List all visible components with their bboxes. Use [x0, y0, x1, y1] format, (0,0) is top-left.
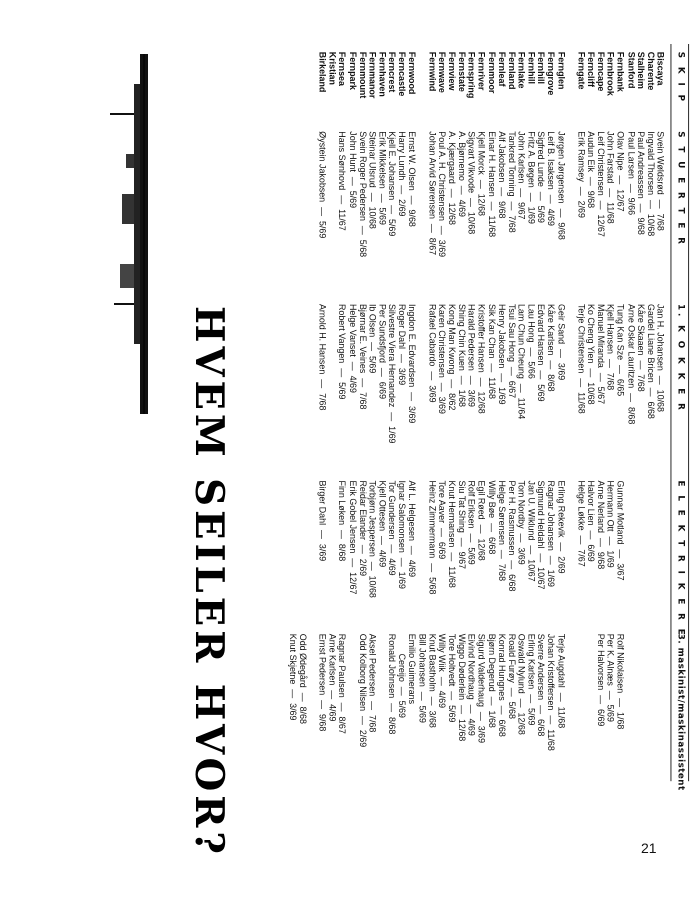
table-cell: Cereijo — 5/69 — [397, 633, 408, 718]
table-cell: Fernwave — [437, 51, 447, 93]
table-cell: Gunnar Motland — 3/67 — [616, 480, 626, 581]
table-cell: Charente — [645, 51, 656, 91]
table-cell: Erling Karlsen — 5/69 — [526, 633, 537, 726]
table-cell: Fernlake — [516, 51, 527, 89]
table-cell: Paul Larsen — 9/66 — [625, 131, 636, 216]
table-cell: Lam Chun Cheung — 11/64 — [516, 303, 527, 420]
table-cell: Eivind Nordhaug — 4/69 — [466, 633, 477, 736]
table-cell — [417, 131, 427, 257]
table-cell: Fernmanor — [367, 51, 378, 99]
table-cell: Ib Olsen — 5/69 — [367, 303, 378, 374]
table-cell: John Farstad — 11/68 — [606, 131, 616, 224]
table-cell: Arnold H. Hansen — 7/68 — [317, 303, 328, 411]
header-kokker: 1. K O K K E R — [675, 303, 686, 413]
table-cell: Kåre Skaaen — 7/68 — [635, 303, 646, 392]
table-cell: Wiggo Døderlein — 12/68 — [457, 633, 467, 742]
table-cell: Reidar Elander — 2/69 — [357, 480, 368, 577]
table-cell: Øystein Jakobsen — 5/69 — [317, 131, 328, 239]
table-cell: Roald Furøy — 5/68 — [506, 633, 517, 719]
table-cell: Arne Karlsen — 4/69 — [327, 633, 338, 722]
table-cell: Birger Dahl — 3/69 — [317, 480, 328, 562]
table-cell — [417, 304, 427, 444]
table-cell — [566, 304, 576, 444]
table-cell: Kristian — [327, 51, 338, 85]
table-cell: Per K. Alnæs — 5/69 — [606, 633, 616, 722]
table-cell: Jørgen Jørgensen — 9/68 — [556, 131, 567, 240]
table-cell: Henry Jakobsen — 1/69 — [496, 303, 507, 405]
page-number: 21 — [641, 840, 657, 856]
table-cell: Shing Chin Kuen — 1/68 — [457, 303, 467, 408]
table-cell: Poul A. H. Christensen — 3/69 — [437, 131, 447, 258]
table-cell: Kong Man Kwong — 8/62 — [447, 303, 457, 411]
table-cell: Kjell Hansen — 7/68 — [606, 303, 616, 391]
table-cell: Siu Tat Shing — 9/67 — [457, 480, 467, 570]
table-cell: Biscaya — [655, 51, 666, 86]
table-cell — [636, 481, 646, 598]
table-cell: Leif B. Isaksen — 4/69 — [546, 131, 557, 226]
table-cell: Kristoffer Hansen — 12/68 — [476, 303, 487, 414]
table-cell: Tankred Tonning — 7/68 — [506, 131, 517, 233]
table-cell: Harry Lundh — 2/69 — [397, 131, 408, 217]
table-cell: Ko Cheng Yien — 10/68 — [586, 303, 596, 405]
table-cell: Kåre Karlsen — 8/68 — [546, 303, 557, 392]
table-cell: A. Bjørnemo — 4/69 — [457, 131, 467, 217]
table-cell: Einar H. Hansen — 11/68 — [486, 131, 497, 238]
table-cell — [646, 481, 656, 598]
table-cell: Helge Sørensen — 7/68 — [496, 480, 507, 582]
table-cell: Ernst W. Olsen — 9/68 — [407, 131, 418, 227]
table-cell: Erik Gobel Jensen — 12/67 — [347, 480, 358, 595]
table-cell: Terje Christensen — 11/68 — [576, 303, 587, 414]
table-cell: John Hunt — 5/69 — [347, 131, 358, 209]
table-cell: Alf Jakobsen — 9/68 — [496, 131, 507, 219]
table-cell: Sigurd Valderhaug — 3/69 — [476, 633, 487, 744]
table-cell: Silvestre Viera Hernandez — 1/69 — [387, 303, 398, 444]
table-cell: Aksel Pedersen — 7/68 — [367, 633, 378, 733]
table-cell — [576, 634, 586, 751]
table-cell: Leif Christensen — 12/67 — [596, 131, 606, 237]
table-cell: Tor Gundersen — 4/69 — [387, 480, 398, 576]
table-cell: Edvard Hansen — 5/69 — [536, 303, 547, 402]
table-cell: Tsui Sau Hong — 6/67 — [506, 303, 517, 399]
table-cell: Ragnar Johansen — 1/69 — [546, 480, 557, 588]
table-cell: Manuel Miranda — 5/67 — [596, 303, 606, 405]
table-cell: Fernland — [506, 51, 517, 90]
table-cell: Ignar Salomonsen — 1/69 — [397, 480, 408, 590]
table-cell: Ferncastle — [397, 51, 408, 97]
header-elektrikere: E L E K T R I K E R E — [675, 480, 686, 638]
table-cell: Helge Vanset — 4/69 — [347, 303, 358, 393]
table-cell — [626, 481, 636, 598]
page-title: HVEM SEILER HVOR? — [186, 305, 233, 858]
table-cell: Rolf Nikolaisen — 1/68 — [616, 633, 626, 730]
table-cell: Bill Johansen — 5/69 — [417, 633, 428, 723]
table-cell: Svein Roger Pedersen — 5/68 — [357, 131, 368, 258]
table-cell — [328, 481, 338, 598]
table-cell: Roger Dahl — 3/69 — [397, 303, 408, 386]
table-cell — [328, 131, 338, 257]
table-cell: Sigmund Heldahl — 10/67 — [536, 480, 547, 590]
table-cell: Fernmoor — [486, 51, 497, 94]
table-cell: Alf L. Helgesen — 4/69 — [407, 480, 418, 578]
table-cell — [308, 634, 318, 751]
table-cell: Johan Kristoffersen — 11/68 — [546, 633, 557, 751]
table-cell: Fernleaf — [496, 51, 507, 87]
table-cell — [656, 634, 666, 751]
table-cell: Torbjørn Jespersen — 10/68 — [367, 480, 378, 598]
table-cell — [348, 634, 358, 751]
table-cell: Sigvart Vikvode — 10/68 — [466, 131, 477, 235]
table-cell: Rafael Cabardo — 3/69 — [427, 303, 437, 403]
table-cell — [646, 634, 656, 751]
table-cell: Rolf Eriksen — 5/69 — [466, 480, 477, 565]
table-cell: Odd Ødegård — 8/68 — [297, 633, 308, 724]
column-skip — [318, 52, 666, 99]
table-cell: Erik Ramsey — 2/69 — [576, 131, 587, 218]
table-cell: Fernstate — [457, 51, 467, 92]
table-cell — [636, 634, 646, 751]
table-cell: Birkeland — [317, 51, 328, 93]
table-cell: Per Sundsfjord — 6/69 — [377, 303, 388, 400]
table-cell: Fernglen — [556, 51, 567, 90]
header-stuerter: S T U E R T E R — [675, 131, 686, 247]
table-cell: Sigfred Lunde — 5/69 — [536, 131, 547, 223]
table-cell: Kjell Ottesen — 4/69 — [377, 480, 388, 568]
table-cell: Fernhill — [526, 51, 537, 84]
ship-illustration-icon — [100, 44, 160, 424]
table-cell: Arne Oskar Lauritzen — 8/68 — [625, 303, 636, 425]
table-cell: Fernmount — [357, 51, 368, 99]
table-cell: Fernwood — [407, 51, 418, 95]
table-cell: Ferngrove — [546, 51, 557, 96]
table-cell: Gardel Liane Bricen — 6/68 — [645, 303, 656, 419]
table-cell: Fernwind — [427, 51, 437, 92]
table-cell: Knut Skjetne — 3/69 — [288, 633, 298, 721]
table-cell: Stalheim — [635, 51, 646, 89]
table-cell: Kjell E. Johansen — 5/69 — [387, 131, 398, 237]
table-cell: Tore Holtvedt — 5/69 — [447, 633, 457, 723]
table-cell: Geir Sand — 3/69 — [556, 303, 567, 381]
table-cell: Emilio Guimerans — [407, 633, 418, 705]
table-cell: Fernbrook — [606, 51, 616, 96]
table-cell: Fernhill — [536, 51, 547, 84]
table-cell: Lau Hong — 5/66 — [526, 303, 537, 379]
table-cell: Ferngate — [576, 51, 587, 90]
table-cell: Finn Løken — 8/68 — [337, 480, 348, 562]
table-cell: Knut Bastholm — 3/68 — [427, 633, 437, 728]
table-cell — [626, 634, 636, 751]
table-cell: Helge Løkke — 7/67 — [576, 480, 587, 567]
table-cell: Steinar Ulsrud — 10/68 — [367, 131, 378, 229]
table-cell: Fernpark — [347, 51, 358, 90]
table-cell: Egil Røed — 12/68 — [476, 480, 487, 561]
table-cell — [656, 481, 666, 598]
table-cell: Fernriver — [476, 51, 487, 91]
table-cell: Oswald Nylund — 12/68 — [516, 633, 527, 735]
table-cell: Tore Aaver — 6/69 — [437, 480, 447, 560]
table-cell — [566, 52, 576, 99]
table-cell: Knut Hermansen — 11/68 — [447, 480, 457, 588]
table-cell: Sverre Andersen — 6/68 — [536, 633, 547, 737]
table-cell: Willy Wiik — 4/69 — [437, 633, 447, 709]
table-cell: Fernview — [447, 51, 457, 91]
table-cell: Ronald Johnsen — 8/68 — [387, 633, 398, 735]
column-stuerter — [318, 131, 666, 257]
header-skip: S K I P — [675, 51, 686, 104]
table-cell: Ferncrest — [387, 51, 398, 93]
table-cell: Konrad Hungnes — 6/68 — [496, 633, 507, 737]
table-cell: Ferncape — [596, 51, 606, 92]
table-cell: Sik Kan Chan — 11/68 — [486, 303, 497, 399]
table-cell: Fernbank — [616, 51, 626, 92]
table-cell: Kjell Morck — 12/68 — [476, 131, 487, 217]
table-cell: Harald Pedersen — 3/69 — [466, 303, 477, 408]
table-cell: John Karlsen — 9/67 — [516, 131, 527, 220]
table-cell: Odd Kolborg Nilsen — 2/69 — [357, 633, 368, 748]
table-cell: Fritz A. Bøgen — 1/69 — [526, 131, 537, 224]
table-cell: Johan Arvid Sørensen — 8/67 — [427, 131, 437, 256]
table-cell: Svein Wøldsrød — 7/68 — [655, 131, 666, 231]
table-cell: Fernspring — [466, 51, 477, 99]
table-cell: Arne Nerland — 9/68 — [596, 480, 606, 570]
table-cell: Ernst Pedersen — 9/68 — [317, 633, 328, 732]
table-cell: Jan U. Wiklund — 10/67 — [526, 480, 537, 582]
column-maskinist — [288, 634, 666, 751]
table-cell: Halvor Lien — 6/69 — [586, 480, 596, 562]
table-cell: Hans Sønhovd — 11/67 — [337, 131, 348, 231]
column-elektrikere — [318, 481, 666, 598]
table-cell: Ingvald Thorsen — 10/68 — [645, 131, 656, 237]
table-cell — [417, 52, 427, 99]
table-cell: Tom Nordby — 3/69 — [516, 480, 527, 565]
table-cell — [328, 304, 338, 444]
table-cell — [586, 634, 596, 751]
table-cell: Ragnar Paulsen — 8/67 — [337, 633, 348, 734]
table-cell: Audun Eik — 9/68 — [586, 131, 596, 209]
table-cell: Ingdon E. Edvardsen — 3/69 — [407, 303, 418, 424]
table-cell: Heinz Zimmermann — 5/68 — [427, 480, 437, 595]
table-cell: Hermann Ott — 1/69 — [606, 480, 616, 568]
table-cell: Per H. Rasmussen — 6/68 — [506, 480, 517, 592]
table-cell: Olav Nipe — 12/67 — [616, 131, 626, 212]
table-cell — [377, 634, 387, 751]
header-bottom-rule — [670, 44, 671, 781]
table-cell: Per Halvorsen — 6/69 — [596, 633, 606, 727]
table-cell — [566, 634, 576, 751]
table-cell: Fernhaven — [377, 51, 388, 97]
column-kokker — [318, 304, 666, 444]
table-cell — [417, 481, 427, 598]
table-cell: Terje Augdahl — 11/68 — [556, 633, 567, 729]
table-cell: Bjørn Degerud — 1/68 — [486, 633, 497, 728]
header-maskinist: 3. maskinist/maskinassistent — [675, 633, 686, 791]
table-cell: Stanford — [625, 51, 636, 89]
table-cell: Willy Bøe — 6/68 — [486, 480, 497, 555]
table-cell: Erling Rekevik — 2/69 — [556, 480, 567, 574]
table-cell: Paul Andreassen — 9/68 — [635, 131, 646, 235]
table-cell: Bjørnar E. Veines — 7/68 — [357, 303, 368, 410]
table-cell — [566, 131, 576, 257]
table-cell: A. Kjærgaard — 12/68 — [447, 131, 457, 225]
table-cell: Fernsea — [337, 51, 348, 86]
table-cell — [566, 481, 576, 598]
table-cell: Tung Kan Sze — 6/65 — [616, 303, 626, 397]
header-top-rule — [688, 44, 689, 781]
table-cell: Erik Mikkelsen — 5/69 — [377, 131, 388, 225]
table-cell: Ferncliff — [586, 51, 596, 87]
table-cell: Karen Christensen — 3/69 — [437, 303, 447, 414]
table-cell: Robert Vangen — 5/69 — [337, 303, 348, 400]
table-cell: Jan H. Johansen — 10/68 — [655, 303, 666, 412]
